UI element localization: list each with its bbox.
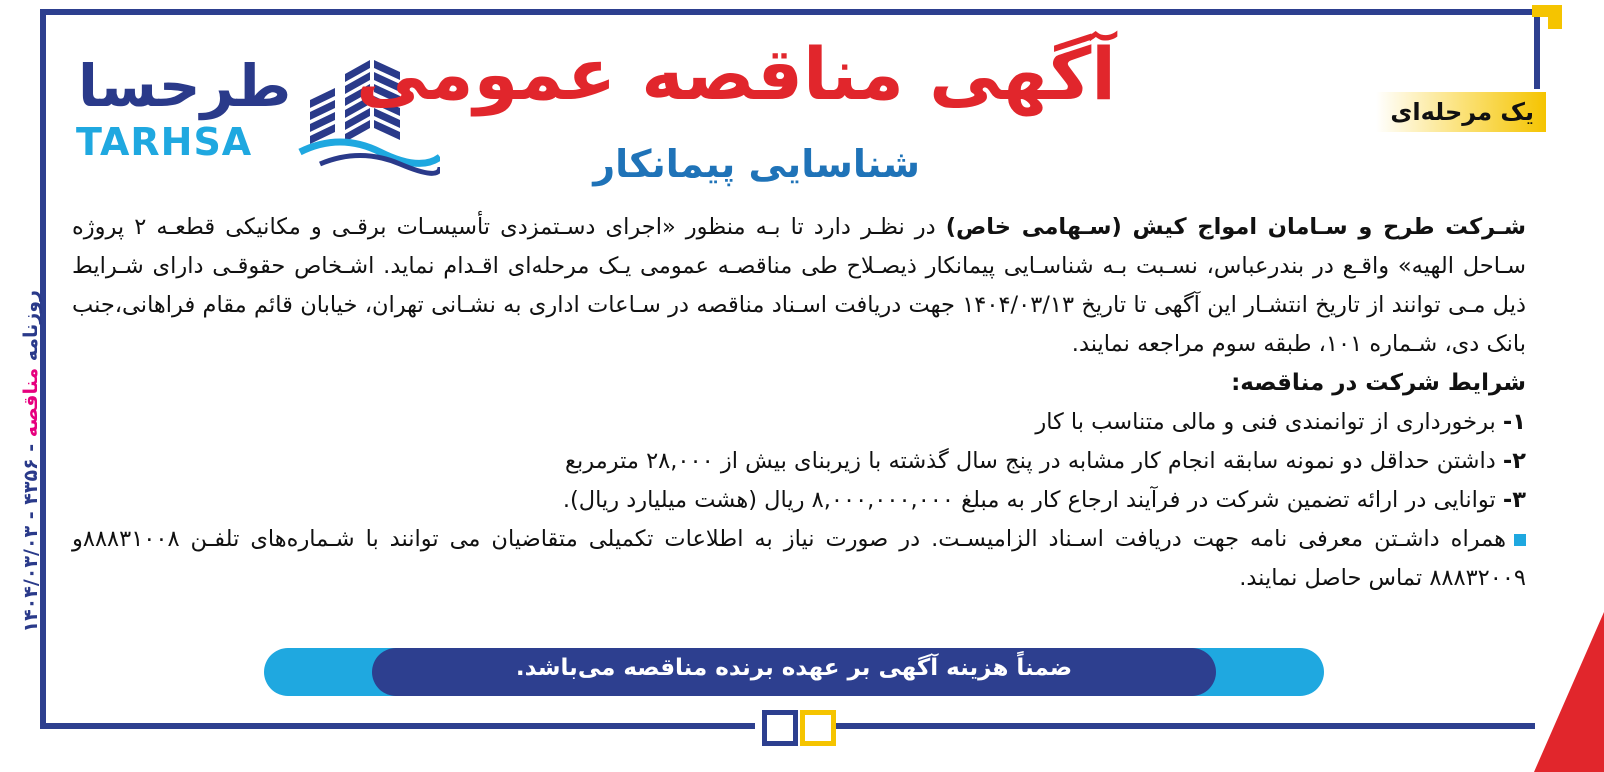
- frame-right-border: [1534, 9, 1540, 89]
- item-number: ۱-: [1502, 409, 1526, 435]
- footer-notice: ضمناً هزینه آگهی بر عهده برنده مناقصه می‌باشد.: [515, 655, 1073, 681]
- red-corner-accent: [1534, 612, 1604, 772]
- navy-square-ornament: [762, 710, 798, 746]
- page-subtitle: شناسایی پیمانکار: [593, 142, 920, 186]
- condition-item: [72, 481, 1526, 520]
- intro-paragraph: [72, 208, 1526, 364]
- frame-bottom-border-left: [40, 723, 755, 729]
- newspaper-side-label: [20, 290, 50, 633]
- item-text: توانایی در ارائه تضمین شرکت در فرآیند ارجاع کار به مبلغ ۸,۰۰۰,۰۰۰,۰۰۰ ریال (هشت میلیارد ریال).: [562, 487, 1503, 513]
- paper-prefix: روزنامه: [20, 290, 42, 362]
- frame-bottom-border-right: [835, 723, 1535, 729]
- corner-accent: [1548, 5, 1562, 29]
- intro-text: در نظـر دارد تا بـه منظور «اجرای دسـتمزدی تأسیسـات برقـی و مکانیکی قطعـه ۲ پروژه سـاحل الهیه» واقـع در بندرعباس، نسـبت بـه شناسـایی پیمانکار ذیصـلاح طی مناقصـه عمومی یـک مرحله‌ای اقـدام نماید. اشـخاص حقوقـی دارای شـرایط ذیل مـی توانند از تاریخ انتشـار این آگهی تا تاریخ ۱۴۰۴/۰۳/۱۳ جهت دریافت اسـناد مناقصه در سـاعات اداری به نشـانی تهران، خیابان قائم مقام فراهانی،جنب بانک دی، شـماره ۱۰۱، طبقه سوم مراجعه نمایند.: [72, 214, 1526, 357]
- note-paragraph: [72, 520, 1526, 598]
- announcement-body: [72, 208, 1526, 598]
- issue-number-date: - ۴۳۵۶ - ۱۴۰۴/۰۳/۰۳: [20, 443, 42, 633]
- condition-item: [72, 403, 1526, 442]
- frame-top-border: [40, 9, 1540, 15]
- item-text: برخورداری از توانمندی فنی و مالی متناسب با کار: [1035, 409, 1503, 435]
- item-text: داشتن حداقل دو نمونه سابقه انجام کار مشابه در پنج سال گذشته با زیربنای بیش از ۲۸,۰۰۰ مترمربع: [564, 448, 1503, 474]
- bullet-square-icon: [1514, 534, 1526, 546]
- company-name: شـرکت طرح و سـامان امواج کیش (سـهامی خاص): [945, 214, 1526, 240]
- ribbon-label: یک مرحله‌ای: [1390, 98, 1534, 126]
- note-text: همراه داشـتن معرفی نامه جهت دریافت اسـناد الزامیسـت. در صورت نیاز به اطلاعات تکمیلی متقاضیان می توانند با شـماره‌های تلفـن ۸۸۸۳۱۰۰۸و ۸۸۸۳۲۰۰۹ تماس حاصل نمایند.: [72, 526, 1526, 591]
- yellow-square-ornament: [800, 710, 836, 746]
- page-title: آگهی مناقصه عمومی: [356, 32, 1116, 116]
- condition-item: [72, 442, 1526, 481]
- item-number: ۳-: [1502, 487, 1526, 513]
- item-number: ۲-: [1502, 448, 1526, 474]
- logo-text-en: TARHSA: [76, 120, 253, 164]
- paper-name: مناقصه: [20, 367, 42, 438]
- tender-type-ribbon: [1376, 92, 1546, 132]
- logo-text-fa: طرحسا: [78, 52, 292, 120]
- conditions-heading: شرایط شرکت در مناقصه:: [1231, 370, 1526, 396]
